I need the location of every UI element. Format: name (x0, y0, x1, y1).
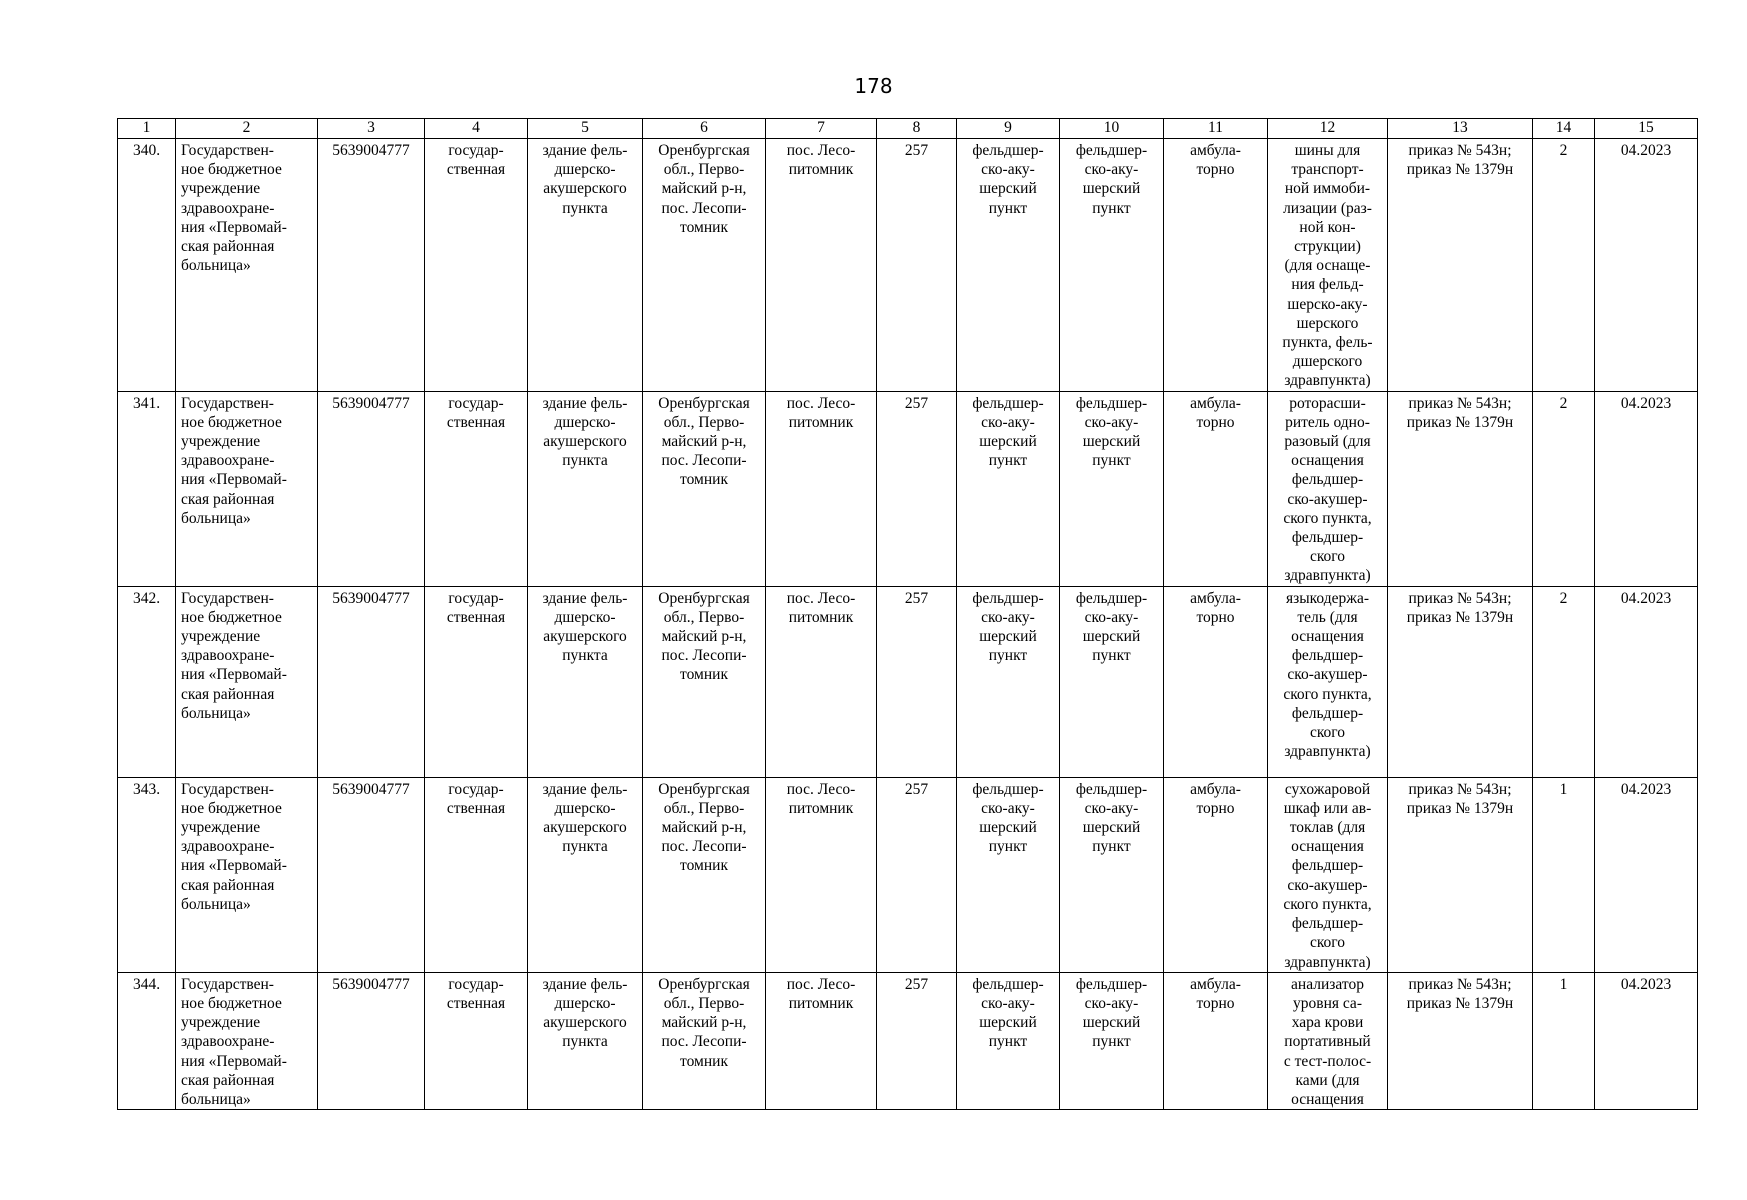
inn-code: 5639004777 (318, 139, 425, 392)
row-number: 342. (118, 586, 176, 777)
equipment-name: языкодержа- тель (для оснащения фельдшер- ско-акушер- ского пункта, фельдшер- ского здравпункта) (1268, 586, 1388, 777)
row-number: 340. (118, 139, 176, 392)
equipment-name: шины для транспорт- ной иммоби- лизации (раз- ной кон- струкции) (для оснаще- ния фельд- шерско-аку- шерского пункта, фель- дшерского здравпункта) (1268, 139, 1388, 392)
column-header-8: 8 (877, 119, 957, 139)
equipment-name: сухожаровой шкаф или ав- токлав (для оснащения фельдшер- ско-акушер- ского пункта, фельдшер- ского здравпункта) (1268, 777, 1388, 972)
equipment-registry-table (117, 118, 1698, 1110)
quantity: 1 (1533, 972, 1595, 1109)
code: 257 (877, 777, 957, 972)
care-form: амбула- торно (1164, 391, 1268, 586)
column-header-9: 9 (957, 119, 1060, 139)
subdivision: фельдшер- ско-аку- шерский пункт (1060, 391, 1164, 586)
column-header-14: 14 (1533, 119, 1595, 139)
quantity: 2 (1533, 139, 1595, 392)
unit-type: фельдшер- ско-аку- шерский пункт (957, 777, 1060, 972)
subdivision: фельдшер- ско-аку- шерский пункт (1060, 586, 1164, 777)
address: Оренбургская обл., Перво- майский р-н, пос. Лесопи- томник (643, 139, 766, 392)
inn-code: 5639004777 (318, 391, 425, 586)
quantity: 1 (1533, 777, 1595, 972)
ownership-form: государ- ственная (425, 972, 528, 1109)
code: 257 (877, 586, 957, 777)
orders: приказ № 543н; приказ № 1379н (1388, 139, 1533, 392)
subdivision: фельдшер- ско-аку- шерский пункт (1060, 972, 1164, 1109)
column-header-12: 12 (1268, 119, 1388, 139)
row-number: 343. (118, 777, 176, 972)
code: 257 (877, 139, 957, 392)
quantity: 2 (1533, 586, 1595, 777)
ownership-form: государ- ственная (425, 391, 528, 586)
date: 04.2023 (1595, 139, 1698, 392)
subdivision: фельдшер- ско-аку- шерский пункт (1060, 777, 1164, 972)
column-header-10: 10 (1060, 119, 1164, 139)
date: 04.2023 (1595, 972, 1698, 1109)
inn-code: 5639004777 (318, 972, 425, 1109)
quantity: 2 (1533, 391, 1595, 586)
column-header-15: 15 (1595, 119, 1698, 139)
column-header-6: 6 (643, 119, 766, 139)
building-name: здание фель- дшерско- акушерского пункта (528, 972, 643, 1109)
column-header-13: 13 (1388, 119, 1533, 139)
address: Оренбургская обл., Перво- майский р-н, пос. Лесопи- томник (643, 391, 766, 586)
header-row (118, 119, 1698, 139)
ownership-form: государ- ственная (425, 139, 528, 392)
column-header-11: 11 (1164, 119, 1268, 139)
date: 04.2023 (1595, 586, 1698, 777)
table-row (118, 972, 1698, 1109)
organization-name: Государствен- ное бюджетное учреждение здравоохране- ния «Первомай- ская районная больница» (176, 391, 318, 586)
unit-type: фельдшер- ско-аку- шерский пункт (957, 391, 1060, 586)
orders: приказ № 543н; приказ № 1379н (1388, 391, 1533, 586)
row-number: 341. (118, 391, 176, 586)
ownership-form: государ- ственная (425, 586, 528, 777)
subdivision: фельдшер- ско-аку- шерский пункт (1060, 139, 1164, 392)
column-header-4: 4 (425, 119, 528, 139)
organization-name: Государствен- ное бюджетное учреждение здравоохране- ния «Первомай- ская районная больница» (176, 972, 318, 1109)
settlement: пос. Лесо- питомник (766, 139, 877, 392)
settlement: пос. Лесо- питомник (766, 972, 877, 1109)
ownership-form: государ- ственная (425, 777, 528, 972)
unit-type: фельдшер- ско-аку- шерский пункт (957, 972, 1060, 1109)
address: Оренбургская обл., Перво- майский р-н, пос. Лесопи- томник (643, 586, 766, 777)
building-name: здание фель- дшерско- акушерского пункта (528, 586, 643, 777)
inn-code: 5639004777 (318, 586, 425, 777)
settlement: пос. Лесо- питомник (766, 391, 877, 586)
organization-name: Государствен- ное бюджетное учреждение здравоохране- ния «Первомай- ская районная больница» (176, 139, 318, 392)
settlement: пос. Лесо- питомник (766, 777, 877, 972)
building-name: здание фель- дшерско- акушерского пункта (528, 139, 643, 392)
row-number: 344. (118, 972, 176, 1109)
column-header-3: 3 (318, 119, 425, 139)
care-form: амбула- торно (1164, 777, 1268, 972)
page-number: 178 (854, 74, 893, 98)
date: 04.2023 (1595, 391, 1698, 586)
unit-type: фельдшер- ско-аку- шерский пункт (957, 139, 1060, 392)
column-header-5: 5 (528, 119, 643, 139)
inn-code: 5639004777 (318, 777, 425, 972)
care-form: амбула- торно (1164, 972, 1268, 1109)
equipment-name: роторасши- ритель одно- разовый (для оснащения фельдшер- ско-акушер- ского пункта, фельдшер- ского здравпункта) (1268, 391, 1388, 586)
organization-name: Государствен- ное бюджетное учреждение здравоохране- ния «Первомай- ская районная больница» (176, 777, 318, 972)
building-name: здание фель- дшерско- акушерского пункта (528, 777, 643, 972)
column-header-7: 7 (766, 119, 877, 139)
organization-name: Государствен- ное бюджетное учреждение здравоохране- ния «Первомай- ская районная больница» (176, 586, 318, 777)
code: 257 (877, 972, 957, 1109)
code: 257 (877, 391, 957, 586)
care-form: амбула- торно (1164, 139, 1268, 392)
table-row (118, 586, 1698, 777)
column-header-1: 1 (118, 119, 176, 139)
building-name: здание фель- дшерско- акушерского пункта (528, 391, 643, 586)
table-row (118, 139, 1698, 392)
address: Оренбургская обл., Перво- майский р-н, пос. Лесопи- томник (643, 972, 766, 1109)
orders: приказ № 543н; приказ № 1379н (1388, 972, 1533, 1109)
date: 04.2023 (1595, 777, 1698, 972)
settlement: пос. Лесо- питомник (766, 586, 877, 777)
equipment-name: анализатор уровня са- хара крови портативный с тест-полос- ками (для оснащения (1268, 972, 1388, 1109)
unit-type: фельдшер- ско-аку- шерский пункт (957, 586, 1060, 777)
table-row (118, 777, 1698, 972)
column-header-2: 2 (176, 119, 318, 139)
address: Оренбургская обл., Перво- майский р-н, пос. Лесопи- томник (643, 777, 766, 972)
orders: приказ № 543н; приказ № 1379н (1388, 777, 1533, 972)
orders: приказ № 543н; приказ № 1379н (1388, 586, 1533, 777)
table-row (118, 391, 1698, 586)
care-form: амбула- торно (1164, 586, 1268, 777)
